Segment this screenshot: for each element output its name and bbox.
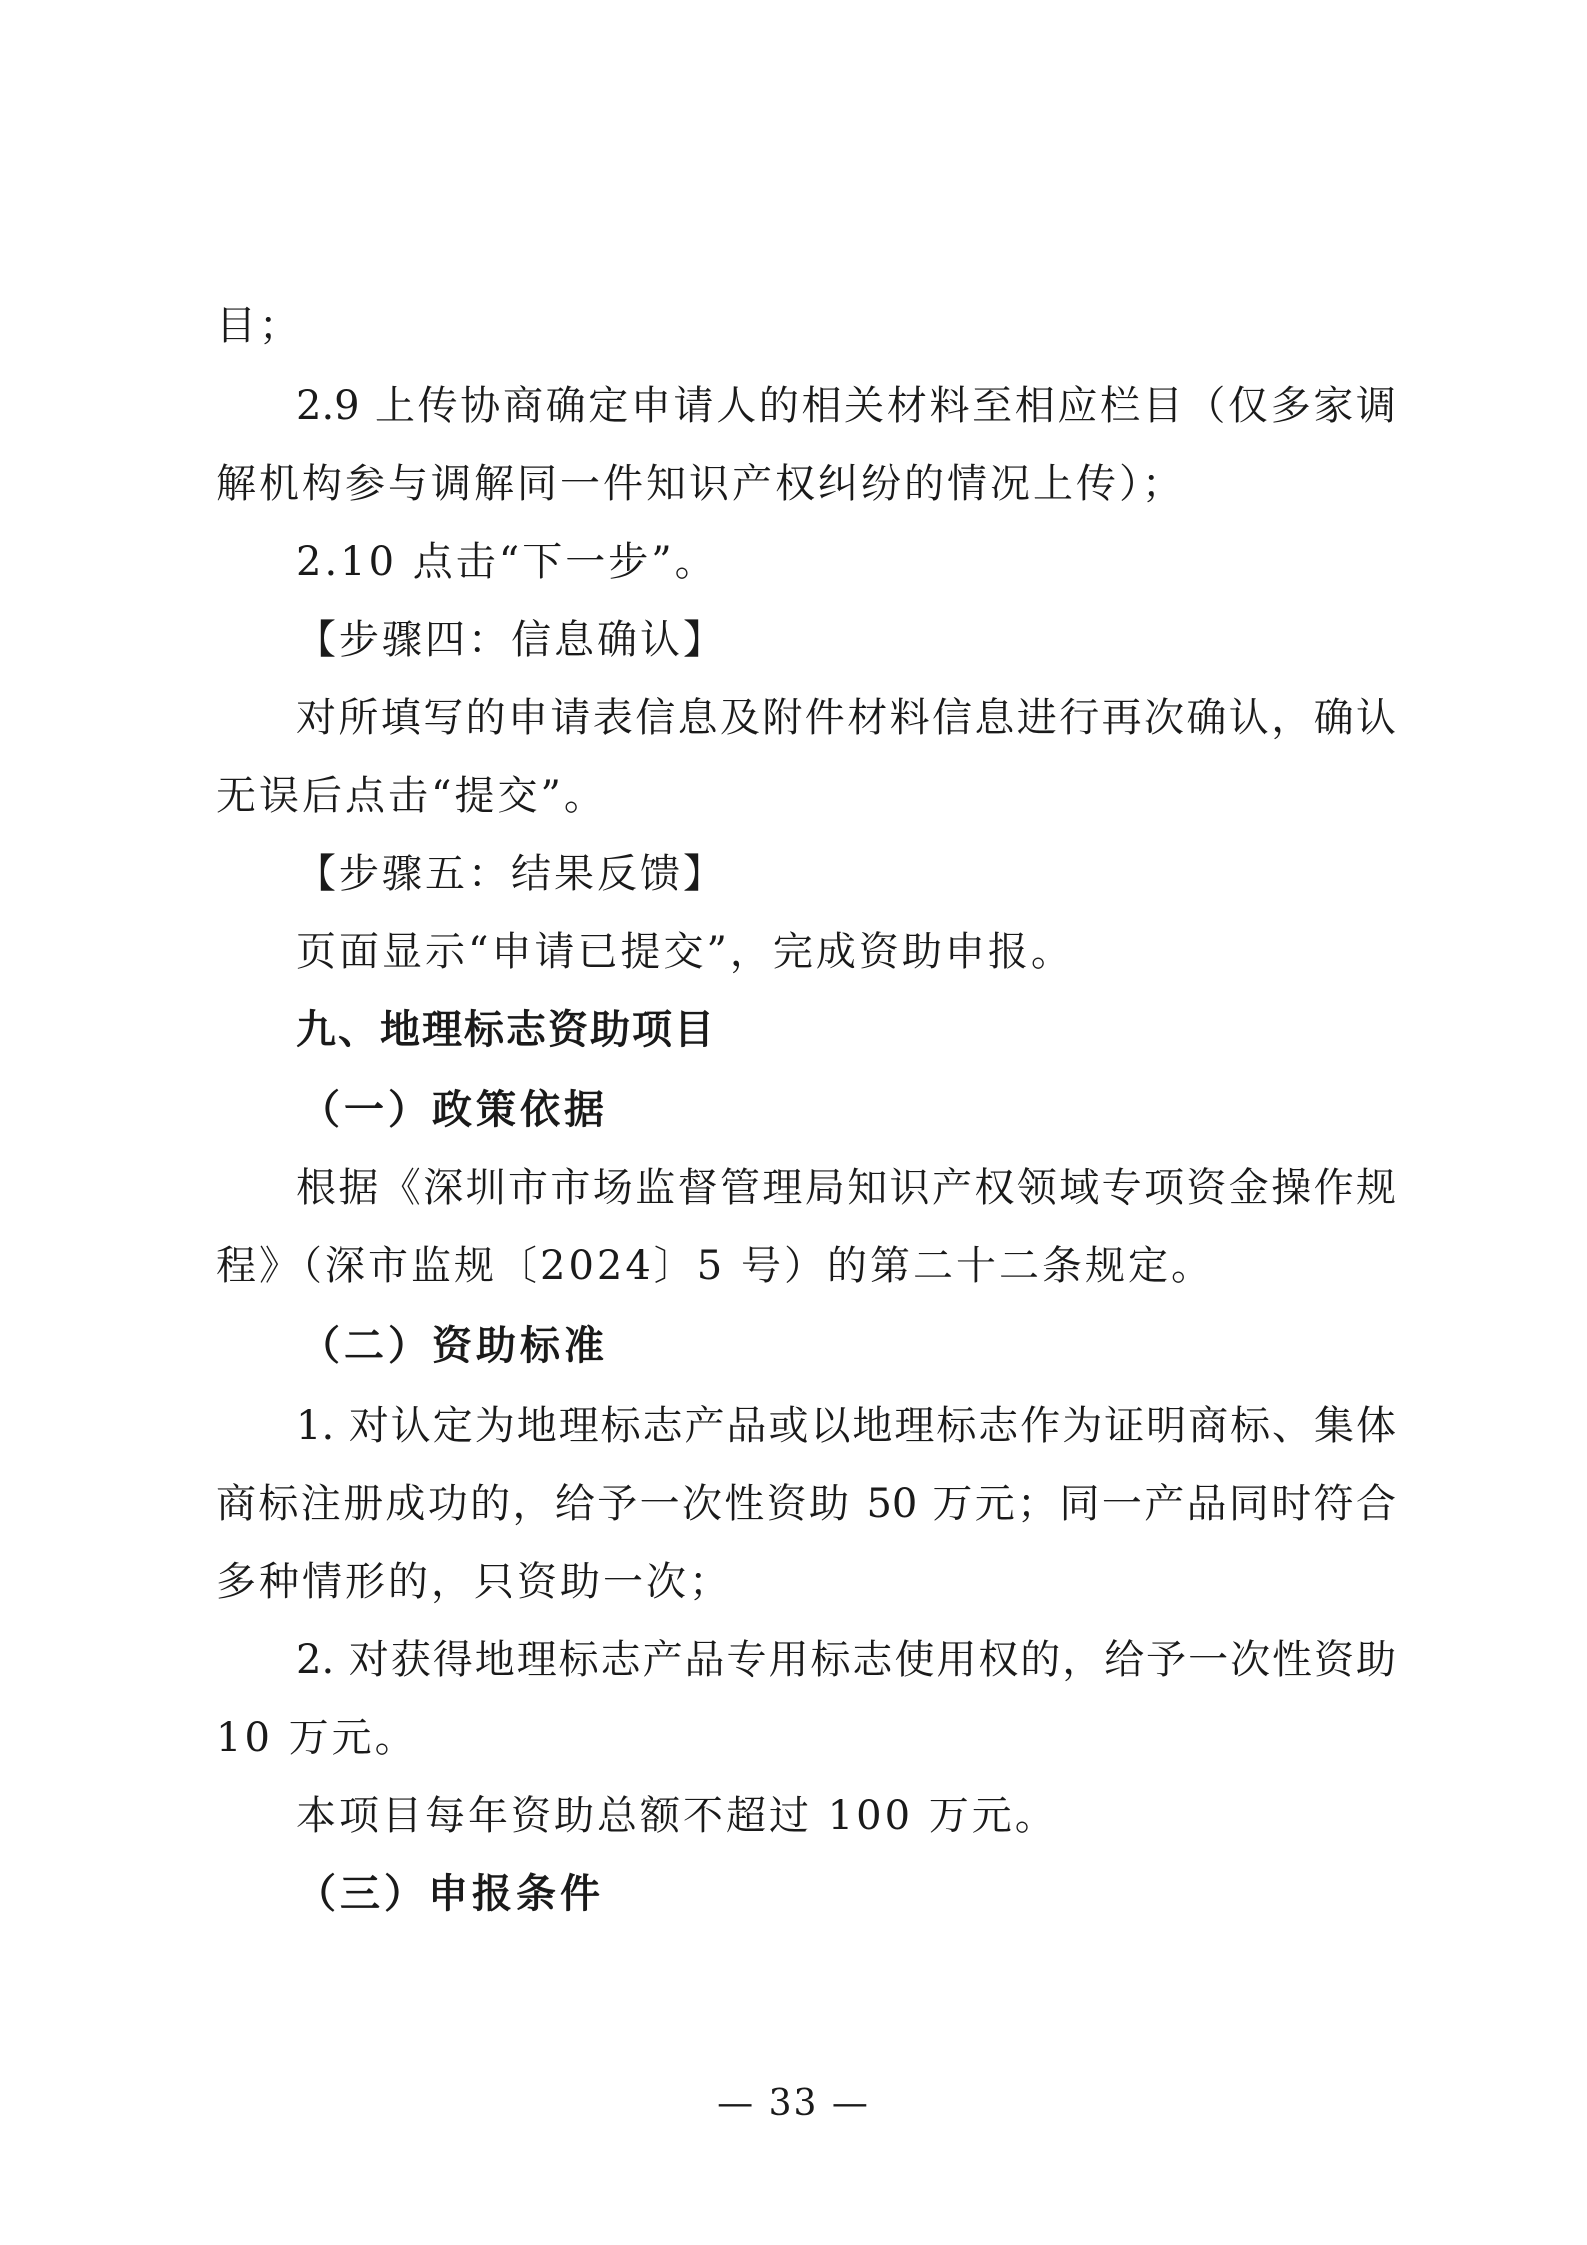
- step-2-9-line-1: 2.9 上传协商确定申请人的相关材料至相应栏目（仅多家调: [296, 383, 1396, 429]
- section-heading-geographical-indication: 九、地理标志资助项目: [296, 1007, 716, 1053]
- step-five-text: 页面显示“申请已提交”，完成资助申报。: [296, 929, 1074, 975]
- subsection-heading-funding-standard: （二）资助标准: [300, 1322, 608, 1369]
- standard-item-2-line-1: 2. 对获得地理标志产品专用标志使用权的，给予一次性资助: [296, 1637, 1396, 1683]
- subsection-heading-application-conditions: （三）申报条件: [296, 1870, 604, 1917]
- step-2-10: 2.10 点击“下一步”。: [296, 539, 718, 585]
- page-number: — 33 —: [717, 2083, 870, 2124]
- annual-cap-text: 本项目每年资助总额不超过 100 万元。: [296, 1793, 1058, 1839]
- standard-item-1-line-2: 商标注册成功的，给予一次性资助 50 万元；同一产品同时符合: [216, 1481, 1396, 1527]
- step-five-heading: 【步骤五：结果反馈】: [296, 851, 726, 897]
- step-2-9-line-2: 解机构参与调解同一件知识产权纠纷的情况上传）；: [216, 461, 1185, 507]
- standard-item-2-line-2: 10 万元。: [216, 1715, 418, 1761]
- policy-basis-line-1: 根据《深圳市市场监督管理局知识产权领域专项资金操作规: [296, 1165, 1396, 1211]
- policy-basis-line-2: 程》（深市监规〔2024〕5 号）的第二十二条规定。: [216, 1243, 1214, 1289]
- standard-item-1-line-1: 1. 对认定为地理标志产品或以地理标志作为证明商标、集体: [296, 1403, 1396, 1449]
- step-four-text-line-1: 对所填写的申请表信息及附件材料信息进行再次确认，确认: [296, 695, 1396, 741]
- step-four-text-line-2: 无误后点击“提交”。: [216, 773, 607, 819]
- subsection-heading-policy-basis: （一）政策依据: [300, 1086, 608, 1133]
- step-four-heading: 【步骤四：信息确认】: [296, 617, 726, 663]
- standard-item-1-line-3: 多种情形的，只资助一次；: [216, 1559, 732, 1605]
- text-line-continuation: 目；: [216, 303, 302, 349]
